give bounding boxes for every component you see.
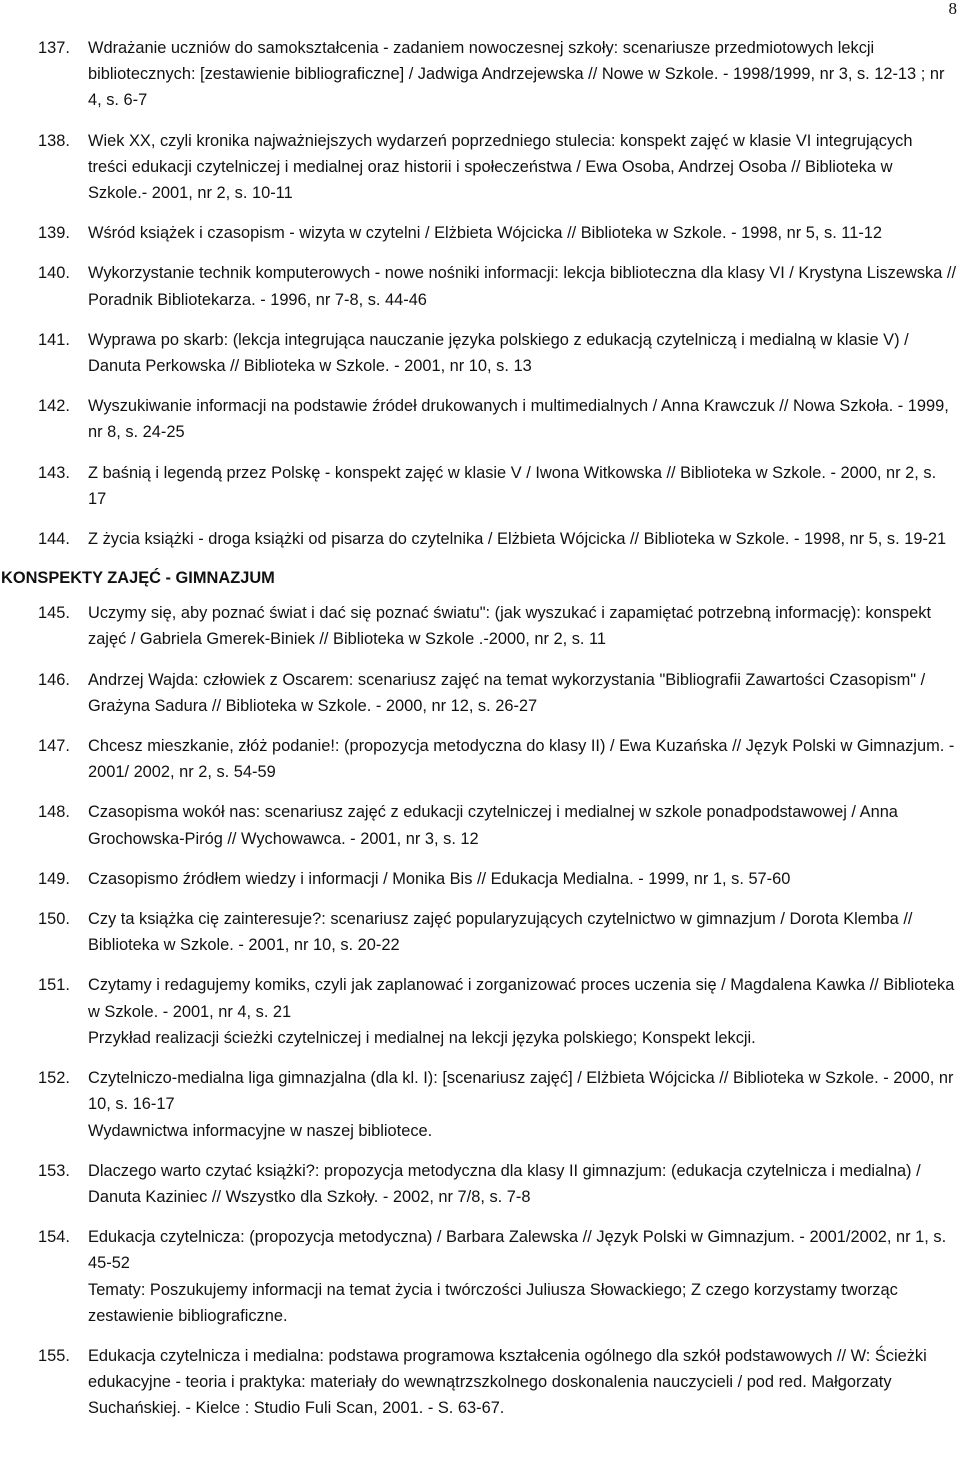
entry-text bbox=[88, 667, 960, 719]
entry-number: 145. bbox=[38, 604, 70, 623]
page-number: 8 bbox=[948, 0, 957, 18]
entry-number: 137. bbox=[38, 39, 70, 57]
entry-citation: Czasopisma wokół nas: scenariusz zajęć z edukacji czytelniczej i medialnej w szkole ponadpodstawowej / Anna Grochowska-Piróg // Wychowawca. - 2001, nr 3, s. 12 bbox=[88, 803, 898, 848]
entry-text bbox=[88, 393, 960, 445]
entry-text bbox=[88, 526, 960, 552]
entry-citation: Wykorzystanie technik komputerowych - nowe nośniki informacji: lekcja biblioteczna dla klasy VI / Krystyna Liszewska // Poradnik Bibliotekarza. - 1996, nr 7-8, s. 44-46 bbox=[88, 264, 956, 309]
entry-number: 148. bbox=[38, 803, 70, 822]
entry-number: 153. bbox=[38, 1161, 70, 1180]
entry-text bbox=[88, 460, 960, 512]
entry-number: 144. bbox=[38, 530, 70, 549]
entry-citation: Czytamy i redagujemy komiks, czyli jak zaplanować i zorganizować proces uczenia się / Magdalena Kawka // Biblioteka w Szkole. - 2001, nr 4, s. 21 bbox=[88, 976, 955, 1021]
entry-number: 155. bbox=[38, 1346, 70, 1365]
entry-number: 138. bbox=[38, 131, 70, 150]
entry-text bbox=[88, 260, 960, 312]
entry-citation: Wdrażanie uczniów do samokształcenia - zadaniem nowoczesnej szkoły: scenariusze przedmiotowych lekcji bibliotecznych: [zestawienie bibliograficzne] / Jadwiga Andrzejewska // Nowe w Szkole. - 1998/1999, nr 3, s. 12-13 ; nr 4, s. 6-7 bbox=[88, 39, 945, 110]
entry-number: 147. bbox=[38, 737, 70, 756]
bibliography-entry bbox=[0, 1343, 960, 1422]
bibliography-entry bbox=[0, 866, 960, 892]
entry-citation: Chcesz mieszkanie, złóż podanie!: (propozycja metodyczna do klasy II) / Ewa Kuzańska // Język Polski w Gimnazjum. - 2001/ 2002, nr 2, s. 54-59 bbox=[88, 737, 955, 782]
entry-citation: Z życia książki - droga książki od pisarza do czytelnika / Elżbieta Wójcicka // Biblioteka w Szkole. - 1998, nr 5, s. 19-21 bbox=[88, 530, 947, 549]
bibliography-entry bbox=[0, 667, 960, 719]
bibliography-entry bbox=[0, 733, 960, 785]
bibliography-entry bbox=[0, 460, 960, 512]
bibliography-entry bbox=[0, 600, 960, 652]
bibliography-entry bbox=[0, 393, 960, 445]
entry-text bbox=[88, 1224, 960, 1329]
entry-text bbox=[88, 600, 960, 652]
entry-text bbox=[88, 799, 960, 851]
entry-text bbox=[88, 972, 960, 1051]
bibliography-entry bbox=[0, 1158, 960, 1210]
entry-text bbox=[88, 1065, 960, 1144]
entry-number: 146. bbox=[38, 670, 70, 689]
entry-text bbox=[88, 220, 960, 246]
entry-citation: Wiek XX, czyli kronika najważniejszych wydarzeń poprzedniego stulecia: konspekt zajęć w klasie VI integrujących treści edukacji czytelniczej i medialnej oraz historii i społeczeństwa / Ewa Osoba, Andrzej Osoba // Biblioteka w Szkole.- 2001, nr 2, s. 10-11 bbox=[88, 131, 913, 203]
entry-number: 151. bbox=[38, 976, 70, 995]
entry-note: Tematy: Poszukujemy informacji na temat życia i twórczości Juliusza Słowackiego; Z czego korzystamy tworząc zestawienie bibliograficzne. bbox=[88, 1280, 898, 1325]
entry-citation: Uczymy się, aby poznać świat i dać się poznać światu": (jak wyszukać i zapamiętać potrzebną informację): konspekt zajęć / Gabriela Gmerek-Biniek // Biblioteka w Szkole .-2000, nr 2, s. 11 bbox=[88, 604, 932, 649]
bibliography-entry bbox=[0, 35, 960, 114]
bibliography-list-gimnazjum bbox=[0, 600, 960, 1421]
section-heading: KONSPEKTY ZAJĘĆ - GIMNAZJUM bbox=[1, 569, 275, 588]
bibliography-entry bbox=[0, 220, 960, 246]
entry-number: 140. bbox=[38, 264, 70, 283]
bibliography-entry bbox=[0, 260, 960, 312]
entry-citation: Wyszukiwanie informacji na podstawie źródeł drukowanych i multimedialnych / Anna Krawczuk // Nowa Szkoła. - 1999, nr 8, s. 24-25 bbox=[88, 397, 949, 442]
bibliography-entry bbox=[0, 972, 960, 1051]
entry-number: 154. bbox=[38, 1228, 70, 1247]
entry-text bbox=[88, 1158, 960, 1210]
bibliography-entry bbox=[0, 526, 960, 552]
bibliography-entry bbox=[0, 327, 960, 379]
entry-number: 139. bbox=[38, 224, 70, 243]
entry-text bbox=[88, 1343, 960, 1422]
bibliography-entry bbox=[0, 1224, 960, 1329]
entry-text bbox=[88, 128, 960, 207]
entry-note: Wydawnictwa informacyjne w naszej bibliotece. bbox=[88, 1121, 433, 1140]
entry-citation: Edukacja czytelnicza: (propozycja metodyczna) / Barbara Zalewska // Język Polski w Gimnazjum. - 2001/2002, nr 1, s. 45-52 bbox=[88, 1228, 947, 1273]
bibliography-entry bbox=[0, 799, 960, 851]
entry-number: 142. bbox=[38, 397, 70, 416]
entry-number: 152. bbox=[38, 1069, 70, 1088]
entry-citation: Dlaczego warto czytać książki?: propozycja metodyczna dla klasy II gimnazjum: (edukacja czytelnicza i medialna) / Danuta Kaziniec // Wszystko dla Szkoły. - 2002, nr 7/8, s. 7-8 bbox=[88, 1161, 921, 1206]
entry-citation: Wśród książek i czasopism - wizyta w czytelni / Elżbieta Wójcicka // Biblioteka w Szkole. - 1998, nr 5, s. 11-12 bbox=[88, 224, 883, 243]
entry-text bbox=[88, 327, 960, 379]
bibliography-entry bbox=[0, 128, 960, 207]
entry-text bbox=[88, 866, 960, 892]
entry-citation: Edukacja czytelnicza i medialna: podstawa programowa kształcenia ogólnego dla szkół podstawowych // W: Ścieżki edukacyjne - teoria i praktyka: materiały do wewnątrzszkolnego doskonalenia nauczycieli / pod red. Małgorzaty Suchańskiej. - Kielce : Studio Fuli Scan, 2001. - S. 63-67. bbox=[88, 1346, 927, 1418]
entry-text bbox=[88, 35, 960, 114]
entry-citation: Czasopismo źródłem wiedzy i informacji / Monika Bis // Edukacja Medialna. - 1999, nr 1, s. 57-60 bbox=[88, 869, 791, 888]
bibliography-entry bbox=[0, 1065, 960, 1144]
document-body bbox=[0, 35, 960, 1436]
bibliography-list bbox=[0, 35, 960, 552]
entry-text bbox=[88, 906, 960, 958]
entry-citation: Czytelniczo-medialna liga gimnazjalna (dla kl. I): [scenariusz zajęć] / Elżbieta Wójcicka // Biblioteka w Szkole. - 2000, nr 10, s. 16-17 bbox=[88, 1069, 954, 1114]
entry-number: 141. bbox=[38, 330, 70, 349]
bibliography-entry bbox=[0, 906, 960, 958]
entry-note: Przykład realizacji ścieżki czytelniczej i medialnej na lekcji języka polskiego; Konspekt lekcji. bbox=[88, 1028, 756, 1047]
entry-citation: Wyprawa po skarb: (lekcja integrująca nauczanie języka polskiego z edukacją czytelniczą i medialną w klasie V) / Danuta Perkowska // Biblioteka w Szkole. - 2001, nr 10, s. 13 bbox=[88, 330, 909, 376]
entry-number: 149. bbox=[38, 869, 70, 888]
entry-number: 150. bbox=[38, 910, 70, 929]
entry-citation: Z baśnią i legendą przez Polskę - konspekt zajęć w klasie V / Iwona Witkowska // Biblioteka w Szkole. - 2000, nr 2, s. 17 bbox=[88, 463, 937, 508]
entry-citation: Andrzej Wajda: człowiek z Oscarem: scenariusz zajęć na temat wykorzystania "Bibliografii Zawartości Czasopism" / Grażyna Sadura // Biblioteka w Szkole. - 2000, nr 12, s. 26-27 bbox=[88, 670, 926, 715]
entry-citation: Czy ta książka cię zainteresuje?: scenariusz zajęć popularyzujących czytelnictwo w gimnazjum / Dorota Klemba // Biblioteka w Szkole. - 2001, nr 10, s. 20-22 bbox=[88, 910, 913, 955]
entry-text bbox=[88, 733, 960, 785]
entry-number: 143. bbox=[38, 463, 70, 482]
